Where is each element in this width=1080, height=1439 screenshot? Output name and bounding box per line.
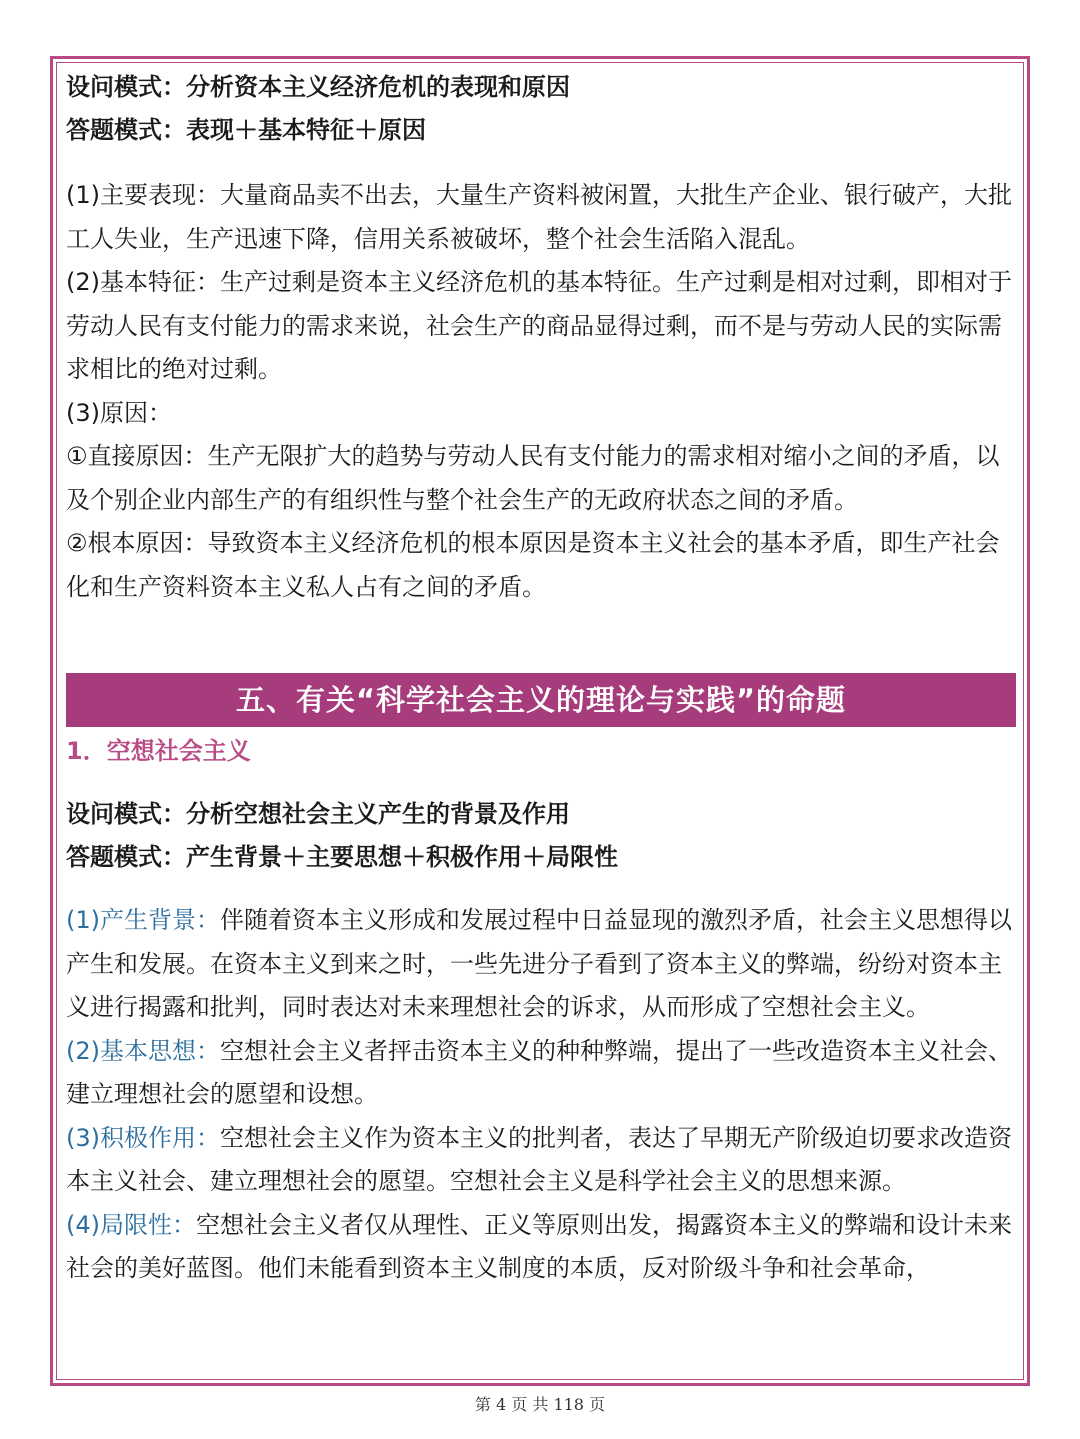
item-text: 伴随着资本主义形成和发展过程中日益显现的激烈矛盾，社会主义思想得以产生和发展。在资本主义到来之时，一些先进分子看到了资本主义的弊端，纷纷对资本主义进行揭露和批判，同时表达对未来理想社会的诉求，从而形成了空想社会主义。 bbox=[66, 906, 1012, 1021]
subsection-title: 1．空想社会主义 bbox=[66, 737, 251, 765]
paragraph-direct-cause: ①直接原因：生产无限扩大的趋势与劳动人民有支付能力的需求相对缩小之间的矛盾，以及个别企业内部生产的有组织性与整个社会生产的无政府状态之间的矛盾。 bbox=[66, 442, 1000, 514]
item-label: (1)产生背景： bbox=[66, 906, 220, 934]
item-text: 空想社会主义者抨击资本主义的种种弊端，提出了一些改造资本主义社会、建立理想社会的愿望和设想。 bbox=[66, 1036, 1012, 1108]
section-heading: 五、有关“科学社会主义的理论与实践”的命题 bbox=[66, 673, 1016, 727]
item-label: (4)局限性： bbox=[66, 1210, 196, 1239]
item-positive-role bbox=[66, 1117, 1016, 1204]
paragraph-causes: (3)原因： bbox=[66, 398, 172, 427]
item-basic-thought bbox=[66, 1030, 1016, 1117]
question-mode-2: 设问模式：分析空想社会主义产生的背景及作用 bbox=[66, 800, 570, 828]
item-text: 空想社会主义作为资本主义的批判者，表达了早期无产阶级迫切要求改造资本主义社会、建立理想社会的愿望。空想社会主义是科学社会主义的思想来源。 bbox=[66, 1123, 1012, 1195]
item-text: 空想社会主义者仅从理性、正义等原则出发，揭露资本主义的弊端和设计未来社会的美好蓝图。他们未能看到资本主义制度的本质，反对阶级斗争和社会革命， bbox=[66, 1210, 1012, 1282]
item-label: (2)基本思想： bbox=[66, 1036, 220, 1065]
page-content bbox=[66, 66, 1016, 1291]
item-background bbox=[66, 899, 1016, 1030]
paragraph-main-manifestation: (1)主要表现：大量商品卖不出去，大量生产资料被闲置，大批生产企业、银行破产，大批工人失业，生产迅速下降，信用关系被破坏，整个社会生活陷入混乱。 bbox=[66, 181, 1012, 253]
page-number-footer: 第 4 页 共 118 页 bbox=[474, 1395, 606, 1414]
answer-mode-2: 答题模式：产生背景＋主要思想＋积极作用＋局限性 bbox=[66, 843, 618, 871]
question-mode-1: 设问模式：分析资本主义经济危机的表现和原因 bbox=[66, 73, 570, 101]
paragraph-basic-feature: (2)基本特征：生产过剩是资本主义经济危机的基本特征。生产过剩是相对过剩，即相对于劳动人民有支付能力的需求来说，社会生产的商品显得过剩，而不是与劳动人民的实际需求相比的绝对过剩。 bbox=[66, 268, 1012, 383]
item-label: (3)积极作用： bbox=[66, 1123, 220, 1152]
item-limitations bbox=[66, 1204, 1016, 1291]
answer-mode-1: 答题模式：表现＋基本特征＋原因 bbox=[66, 116, 426, 144]
paragraph-root-cause: ②根本原因：导致资本主义经济危机的根本原因是资本主义社会的基本矛盾，即生产社会化和生产资料资本主义私人占有之间的矛盾。 bbox=[66, 529, 1000, 601]
